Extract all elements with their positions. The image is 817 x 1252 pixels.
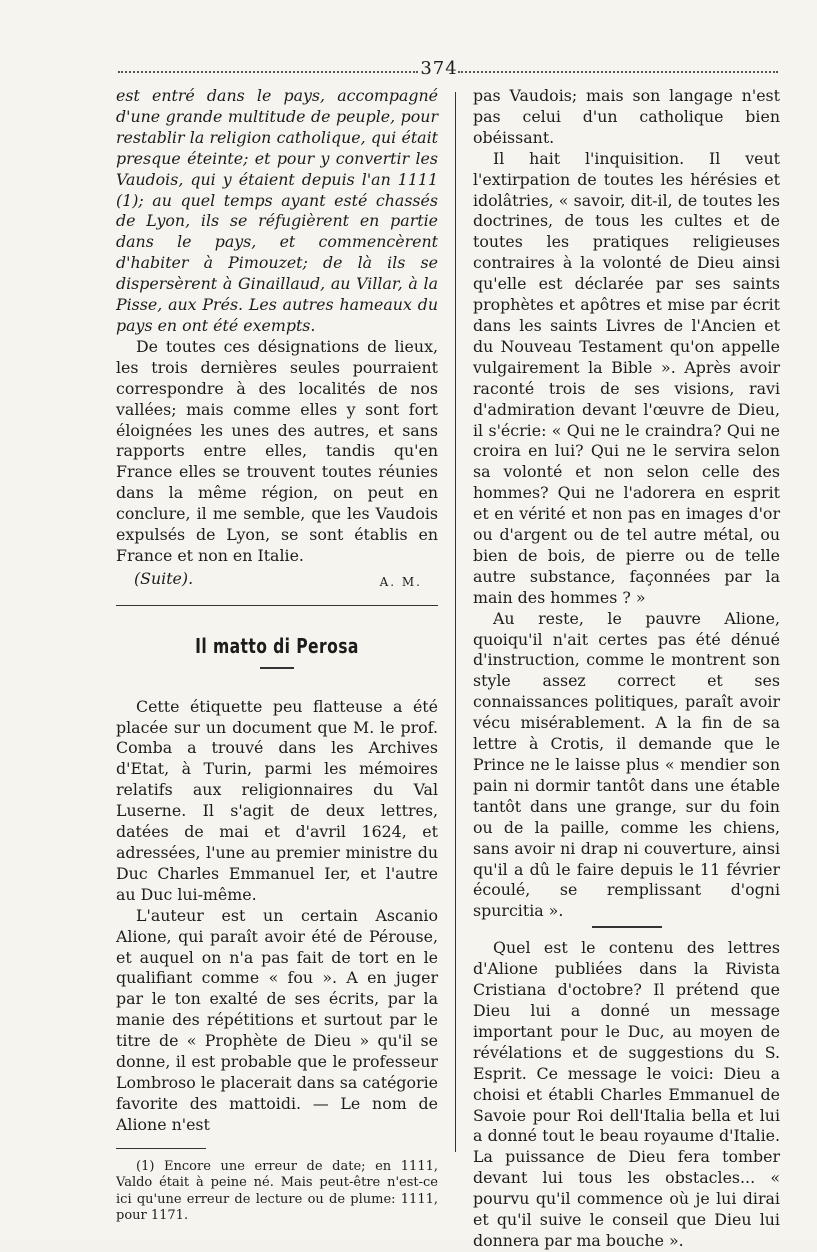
footnote-rule xyxy=(116,1148,206,1149)
header-rule-left xyxy=(118,71,418,73)
signature-line xyxy=(116,569,438,593)
right-column xyxy=(473,86,780,1252)
article-title: Il matto di Perosa xyxy=(195,633,359,658)
section-separator xyxy=(116,605,438,606)
paragraph: pas Vaudois; mais son langage n'est pas celui d'un catholique bien obéissant. xyxy=(473,86,780,147)
paragraph: Au reste, le pauvre Alione, quoiqu'il n'ait certes pas été dénué d'instruction, comme le montrent son style assez correct et ses connaissances politiques, paraît avoir vécu misérablement. A la fin de sa lettre à Crotis, il demande que le Prince ne le laisse plus « mendier son pain ni dormir tantôt dans une étable tantôt dans une grange, sur du foin ou de la paille, comme les chiens, sans avoir ni drap ni couverture, ainsi qu'il a dû le faire depuis le 11 février écoulé, se remplissant d'ogni spurcitia ». xyxy=(473,608,780,921)
page-header xyxy=(118,58,778,80)
footnote: (1) Encore une erreur de date; en 1111, Valdo était à peine né. Mais peut-être n'est-ce ici qu'une erreur de lecture ou de plume: 1111, pour 1171. xyxy=(116,1158,438,1224)
suite-label: (Suite). xyxy=(134,568,194,588)
paragraph: L'auteur est un certain Ascanio Alione, qui paraît avoir été de Pérouse, et auquel on n'a pas fait de tort en le qualifiant comme « fou ». A en juger par le ton exalté de ses écrits, par la manie des répétitions et surtout par le titre de « Prophète de Dieu » qu'il se donne, il est probable que le professeur Lombroso le placerait dans sa catégorie favorite des mattoidi. — Le nom de Alione n'est xyxy=(116,905,438,1134)
continued-quote: est entré dans le pays, accompagné d'une grande multitude de peuple, pour restablir la religion catholique, qui était presque éteinte; et pour y convertir les Vaudois, qui y étaient depuis l'an 1111 (1); au quel temps ayant esté chassés de Lyon, ils se réfugièrent en partie dans le pays, et commencèrent d'habiter à Pimouzet; de là ils se dispersèrent à Ginaillaud, au Villar, à la Pisse, aux Prés. Les autres hameaux du pays en ont été exempts. xyxy=(116,86,438,335)
section-separator xyxy=(592,926,662,928)
paragraph: De toutes ces désignations de lieux, les trois dernières seules pourraient correspondre à des localités de nos vallées; mais comme elles y sont fort éloignées les unes des autres, et sans rapports entre elles, tandis qu'en France elles se trouvent toutes réunies dans la même région, on peut en conclure, il me semble, que les Vaudois expulsés de Lyon, se sont établis en France et non en Italie. xyxy=(116,336,438,565)
page-number: 374 xyxy=(420,58,458,79)
left-column xyxy=(116,86,438,1225)
column-divider xyxy=(455,92,456,1152)
paragraph: Quel est le contenu des lettres d'Alione publiées dans la Rivista Cristiana d'octobre? Il prétend que Dieu lui a donné un message important pour le Duc, au moyen de révélations et de suggestions du S. Esprit. Ce message le voici: Dieu a choisi et établi Charles Emmanuel de Savoie pour Roi dell'Italia bella et lui a donné tout le beau royaume d'Italie. La puissance de Dieu fera tomber devant lui tous les obstacles... « pourvu qu'il commence où je lui dirai et qu'il suive le conseil que Dieu lui donnera par ma bouche ». xyxy=(473,938,780,1250)
header-rule-right xyxy=(458,71,778,73)
paragraph: Il hait l'inquisition. Il veut l'extirpation de toutes les hérésies et idolâtries, « savoir, dit-il, de toutes les doctrines, de tous les cultes et de toutes les pratiques religieuses contraires à la volonté de Dieu ainsi qu'elle est déclarée par ses saints prophètes et apôtres et mise par écrit dans les saints Livres de l'Ancien et du Nouveau Testament qu'on appelle vulgairement la Bible ». Après avoir raconté trois de ses visions, ravi d'admiration devant l'œuvre de Dieu, il s'écrie: « Qui ne le craindra? Qui ne croira en lui? Qui ne le servira selon sa volonté et non selon celle des hommes? Qui ne l'adorera en esprit et en vérité et non pas en images d'or ou d'argent ou de tel autre métal, ou bien de bois, de pierre ou de telle autre substance, façonnées par la main des hommes ? » xyxy=(473,148,780,607)
author-initials: A. M. xyxy=(379,574,422,589)
title-rule xyxy=(260,667,294,669)
paragraph: Cette étiquette peu flatteuse a été placée sur un document que M. le prof. Comba a trouvé dans les Archives d'Etat, à Turin, parmi les mémoires relatifs aux religionnaires du Val Luserne. Il s'agit de deux lettres, datées de mai et d'avril 1624, et adressées, l'une au premier ministre du Duc Charles Emmanuel Ier, et l'autre au Duc lui-même. xyxy=(116,696,438,904)
